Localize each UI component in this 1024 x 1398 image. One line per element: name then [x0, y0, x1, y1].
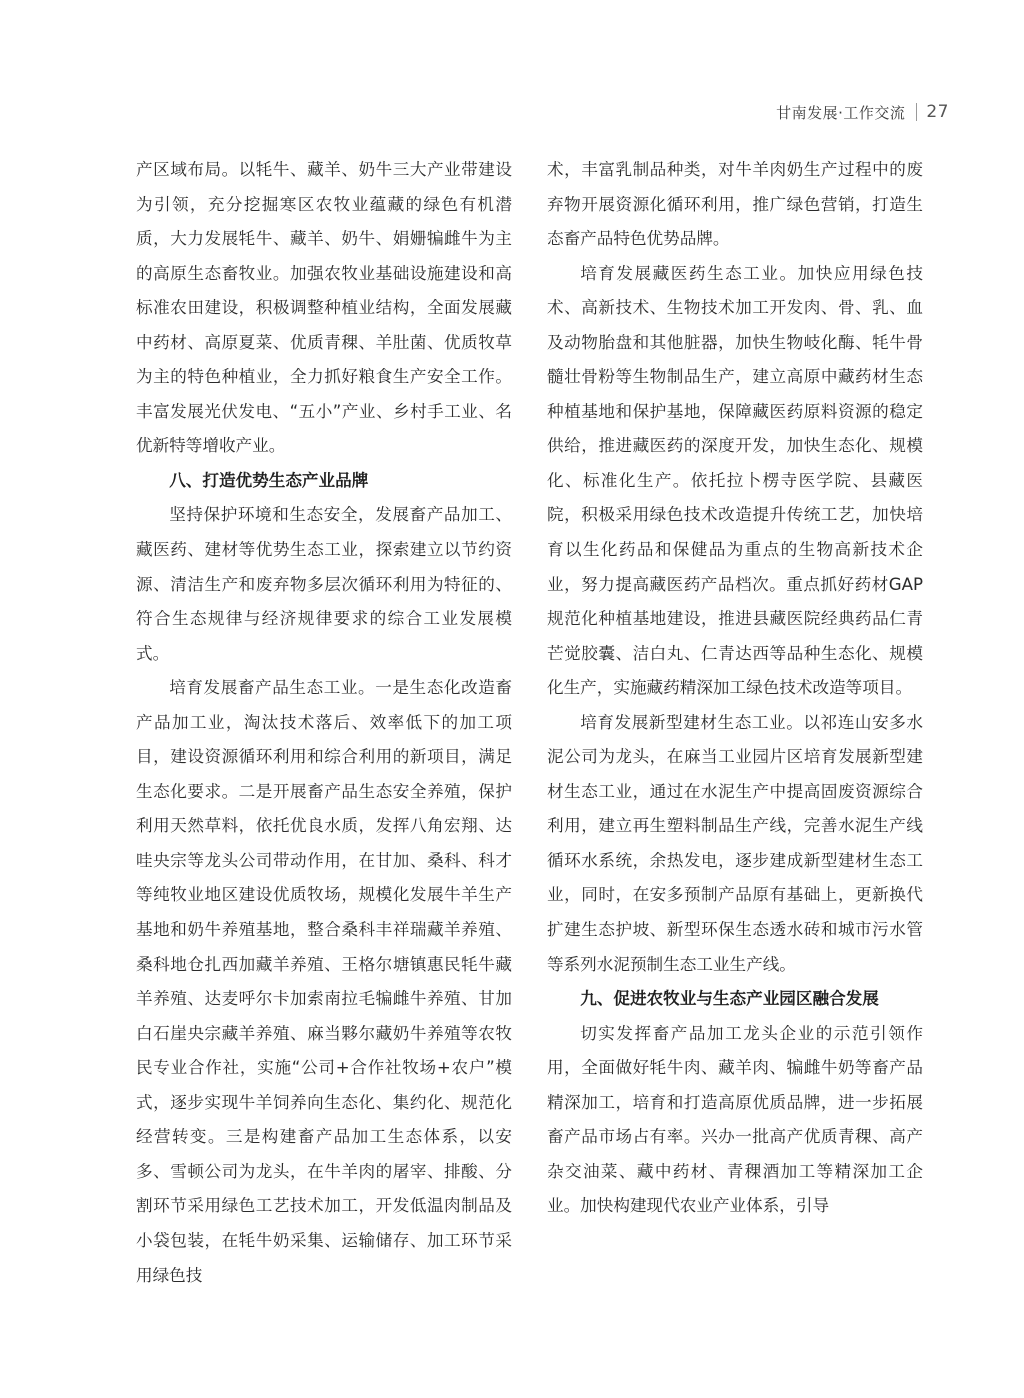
section-heading-8: 八、打造优势生态产业品牌 — [169, 470, 369, 490]
paragraph: 培育发展藏医药生态工业。加快应用绿色技术、高新技术、生物技术加工开发肉、骨、乳、血及动物胎盘和其他脏器，加快生物岐化酶、牦牛骨髓壮骨粉等生物制品生产，建立高原中藏药材生态种植基地和保护基地，保障藏医药原料资源的稳定供给，推进藏医药的深度开发，加快生态化、规模化、标准化生产。依托拉卜楞寺医学院、县藏医院，积极采用绿色技术改造提升传统工艺，加快培育以生化药品和保健品为重点的生物高新技术企业，努力提高藏医药产品档次。重点抓好药材GAP规范化种植基地建设，推进县藏医院经典药品仁青芒觉胶囊、洁白丸、仁青达西等品种生态化、规模化生产，实施藏药精深加工绿色技术改造等项目。 — [547, 263, 923, 698]
right-column — [547, 153, 923, 1224]
paragraph: 产区域布局。以牦牛、藏羊、奶牛三大产业带建设为引领，充分挖掘寒区农牧业蕴藏的绿色有机潜质，大力发展牦牛、藏羊、奶牛、娟姗犏雌牛为主的高原生态畜牧业。加强农牧业基础设施建设和高标准农田建设，积极调整种植业结构，全面发展藏中药材、高原夏菜、优质青稞、羊肚菌、优质牧草为主的特色种植业，全力抓好粮食生产安全工作。丰富发展光伏发电、“五小”产业、乡村手工业、名优新特等增收产业。 — [136, 160, 512, 456]
section-heading-9: 九、促进农牧业与生态产业园区融合发展 — [580, 989, 879, 1009]
page-header — [776, 101, 949, 123]
header-divider — [916, 103, 917, 121]
section-title: 甘南发展·工作交流 — [776, 103, 906, 122]
page-number: 27 — [926, 102, 949, 122]
paragraph: 术，丰富乳制品种类，对牛羊肉奶生产过程中的废弃物开展资源化循环利用，推广绿色营销，打造生态畜产品特色优势品牌。 — [547, 160, 923, 249]
left-column — [136, 153, 512, 1293]
paragraph: 培育发展新型建材生态工业。以祁连山安多水泥公司为龙头，在麻当工业园片区培育发展新型建材生态工业，通过在水泥生产中提高固废资源综合利用，建立再生塑料制品生产线，完善水泥生产线循环水系统，余热发电，逐步建成新型建材生态工业，同时，在安多预制产品原有基础上，更新换代扩建生态护坡、新型环保生态透水砖和城市污水管等系列水泥预制生态工业生产线。 — [547, 712, 923, 974]
paragraph: 切实发挥畜产品加工龙头企业的示范引领作用，全面做好牦牛肉、藏羊肉、犏雌牛奶等畜产品精深加工，培育和打造高原优质品牌，进一步拓展畜产品市场占有率。兴办一批高产优质青稞、高产杂交油菜、藏中药材、青稞酒加工等精深加工企业。加快构建现代农业产业体系，引导 — [547, 1023, 923, 1216]
paragraph: 培育发展畜产品生态工业。一是生态化改造畜产品加工业，淘汰技术落后、效率低下的加工项目，建设资源循环利用和综合利用的新项目，满足生态化要求。二是开展畜产品生态安全养殖，保护利用天然草料，依托优良水质，发挥八角宏翔、达哇央宗等龙头公司带动作用，在甘加、桑科、科才等纯牧业地区建设优质牧场，规模化发展牛羊生产基地和奶牛养殖基地，整合桑科丰祥瑞藏羊养殖、桑科地仓扎西加藏羊养殖、王格尔塘镇惠民牦牛藏羊养殖、达麦呼尔卡加索南拉毛犏雌牛养殖、甘加白石崖央宗藏羊养殖、麻当夥尔藏奶牛养殖等农牧民专业合作社，实施“公司+合作社牧场+农户”模式，逐步实现牛羊饲养向生态化、集约化、规范化经营转变。三是构建畜产品加工生态体系，以安多、雪顿公司为龙头，在牛羊肉的屠宰、排酸、分割环节采用绿色工艺技术加工，开发低温肉制品及小袋包装，在牦牛奶采集、运输储存、加工环节采用绿色技 — [136, 678, 512, 1285]
paragraph: 坚持保护环境和生态安全，发展畜产品加工、藏医药、建材等优势生态工业，探索建立以节约资源、清洁生产和废弃物多层次循环利用为特征的、符合生态规律与经济规律要求的综合工业发展模式。 — [136, 505, 512, 663]
